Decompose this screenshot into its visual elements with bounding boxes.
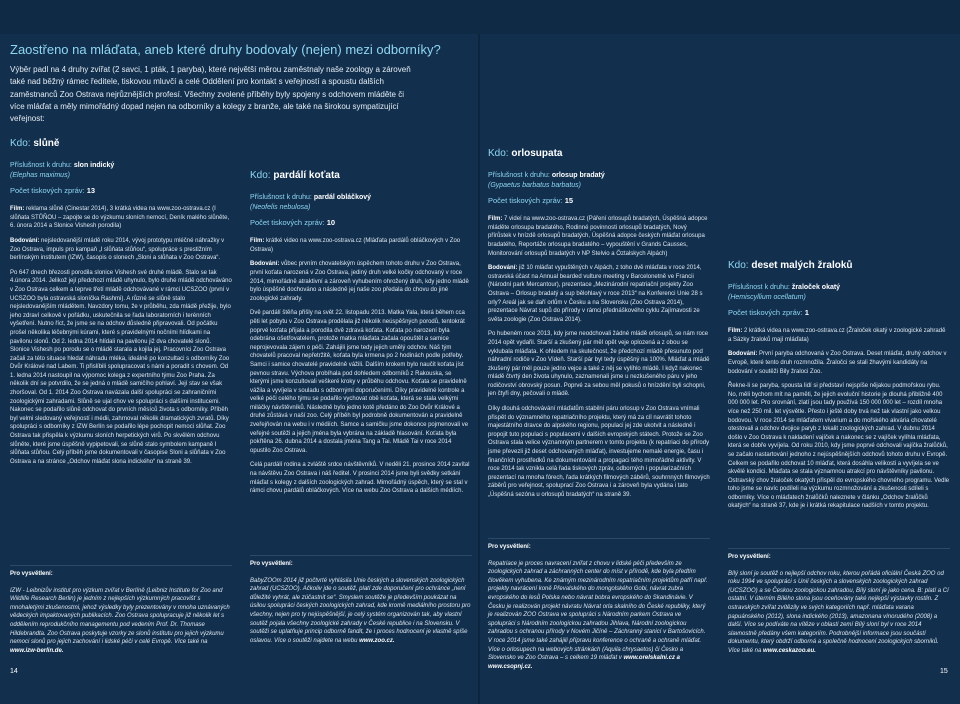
note-heading: Pro vysvětlení:: [728, 554, 771, 560]
story-paragraph: Díky dlouhá odchovávání mláďatům stabilní páru orlosup v Zoo Ostrava vnímali přispět do významného repatriačního projektu, který má za cíl navrátit tohoto majestátního dravce do alpského regionu, populaci jej zde ukotvit a následně i propojit tuto populaci s populacemi v dalších evropských státech. Protože se Zoo Ostrava stala velice významným partnerem v tomto projektu (k repatriaci do přírody jsme převezli již deset odchovaných mláďat), investujeme nemalé energie, času i finančních prostředků na dokumentování a propagaci tého mimořádné aktivity. V roce 2014 tak vznikla celá řada tiskových zpráv, odborných i popularizačních prezentací na mnoha fórech, řada krátkých filmových záběrů, souhrnných filmových záběrů pro veřejnost, spoluprací Zoo Ostrava i a zároveň byla vydána i tato „Úspěšná sezóna u orlosupů bradatých“ na straně 39.: [488, 406, 710, 498]
species-heading: Kdo: slůně: [10, 138, 60, 149]
note-clouded-leopard: [250, 560, 472, 651]
note-heading: Pro vysvětlení:: [488, 544, 531, 550]
story-paragraph: Po hubeném roce 2013, kdy jsme neodchovali žádné mládě orlosupů, se nám roce 2014 opět vydařil. Starší a zkušený pár měl opět veje oplozená a z obou se vyklubala mláďata. K ohledem na skutečnost, že předchozí mládě přesunuto pod náhradní rodiče v Zoo Vídeň. Starší pár byl tedy úspěšný na 100%. Mláďat a mládě zkušený pár měl pouze jedno vejce a také z něj se vylíhlo mládě. I když nakonec mládě čtvrtý den života uhynulo, zaznamenali jsme u nezkušeného páru v jeho rodičovství obrovský posun. Poprvé za sebou měl pokusů o hnízdění byli schopni, jen čtyři dny, pečovali o mládě.: [488, 331, 710, 398]
scoring-info: Bodování: První paryba odchovaná v Zoo Ostrava. Deset mláďat, druhý odchov v Evropě, které tento druh rozmnožila. Žraločci se stali žhavými kandidáty na bodování v soutěži Bily žraloci Zoo.: [728, 351, 947, 375]
note-text: Repatriace je proces navracení zvířat z chovu v lidské péči především ze zoologických zahrad a záchranných center do míst v přírodě, kde byla předtím člověkem vyhubena. Ke známým mezinárodním repatriačním projektům patří např. projekty navrácení koně Převalského do mongolského Gobi, návrat zubra evropského do lesů Polska nebo návrat bobra evropského do Skandinávie. V Česku je realizován projekt návratu Návrat orla skalního do České republiky, který je realizován ZOO Ostrava ve spolupráci s Národním parkem Ostrava ve spolupráci s Národním zoologickou zahradou Jihlava, Národní zoologickou zahradou s ochranou přírody v Novém Jičíně – Záchranný stanicí v Bartošovicích. V roce 2014 jsme také zahájili přípravu konference o ochraně a ochraně mláďat. Více o orlosupech na webových stránkách (Aquila chrysaetos) či Česko a Slovensko ve Zoo Ostrava – s celkem 19 mláďat v www.orelskalni.cz a www.csopnj.cz.: [488, 560, 708, 670]
press-release-count: Počet tiskových zpráv: 13: [10, 185, 96, 195]
film-info: Film: 7 videí na www.zoo-ostrava.cz (Páření orlosupů bradatých, Úspěšná adopce mláděte orlosupa bradatého, Rodinné povinnosti orlosupů bradatých, Nový přírůstek v hnízdě orlosupů bradatých, Úspěšná adopce českých mláďat orlosupa bradatého, Reportáže orlosupa bradatého – vypouštění v Grands Causses, Monitorování orlosupů bradatých v NP Stelvio a Öztalskych Alpách): [488, 216, 708, 257]
species-heading: Kdo: deset malých žraloků: [728, 260, 853, 271]
divider: [488, 538, 710, 539]
species-heading: Kdo: pardálí koťata: [250, 170, 340, 181]
film-info: Film: krátké video na www.zoo-ostrava.cz (Mláďata pardálů obláčkových v Zoo Ostrava): [250, 238, 461, 253]
top-band: [0, 0, 960, 34]
column-elephant: [10, 140, 232, 472]
film-info: Film: reklama slůně (Cinestar 2014), 3 krátká videa na www.zoo-ostrava.cz (I slůňata STŮŇOU – zapojte se do výzkumu sloních nemocí, Deník malého slůněte, 6. února 2014 a Slonice Vishesh porodila): [10, 206, 230, 230]
note-elephant: [10, 570, 232, 661]
scoring-info: Bodování: již 10 mláďat vypuštěných v Alpách, z toho dvě mláďata v roce 2014, ostravská účast na Annual bearded vulture meeting v Barcelonetně ve Francii (Národní park Mercantour), prezentace „Mezinárodní repatriační projekty Zoo Ostrava – Orlosup bradatý a sup bělohlavý v roce 2013“ na Konferenci Unie 28 s orly? Areál jak se daří orlům v Česku a na Slovensku (Zoo Ostrava 2014), prezentace Návrat supů do přírody v rámci přednáškového cyklu Zajímavosti ze světa zoologie (Zoo Ostrava 2014).: [488, 265, 703, 323]
story-paragraph: Řekne-li se paryba, spousta lidí si představí nejspíše nějakou podmořskou rybu. No, měli bychom mít na paměti, že jejich evoluční historie je dlouhá přibližně 400 000 000 let. Pro srovnání, zlatí jsou tady používá 150 000 000 let – rozdíl mnoha více než 250 mil. let výsvětle. Přesto i ještě doby trvá než tak vlastní jako velkou bodovou. V roce 2014 se mláďatem vivarium a do mořského akvária chovatelé otestovali a odchov dvojice paryb z lokalit zoologických zahrad. V dubnu 2014 došlo v Zoo Ostrava k nakladení vajíček a nakonec se z vajíček vylíhla mláďata, která se dobře vyvíjela. Od roku 2010, kdy jsme poprvé odchovali vajíčka žralůčků, se začalo nastartování jednoho z nejúspěšnějších odchovů tohoto druhu v Evropě. Celkem se podařilo odchovat 10 mláďat, která dosáhla velikosti a vyvíjela se ve skvělé kondici. Mláďata se stala významnou atrakcí pro návštěvníky pavilonu. Ostravský chov žraloček okatých přispěl do evropského chovného programu. Vedle toho jsme se navíc podíleli na výzkumu rozmnožování a zkušenosti sdíleli s odborníky. Více o mláďatech žralůčků naleznete v článku „Odchov žralůčků okatých“ na straně 37, kde je i krátká rekapitulace nadších v tomto projektu.: [728, 383, 950, 510]
note-epaulette-shark: [728, 553, 950, 662]
film-info: Film: 2 krátká videa na www.zoo-ostrava.cz (Žraloček okatý v zoologické zahradě a Sázky žraloků mají mláďata): [728, 328, 946, 343]
species-membership: Příslušnost k druhu: žraloček okatý (Hemiscyllium ocellatum): [728, 283, 841, 301]
story-paragraph: Celá pardálí rodina a zvláště srdce návštěvníků. V neděli 21. prosince 2014 zavítal na návštěvu Zoo Ostrava i náš ředitel. V prosinci 2014 jsme byli svědky setkání mláďat s kolegy z dalších zoologických zahrad. Mimořádný úspěch, který se stal v rámci chovu pardálů obláčkových. Více na webu Zoo Ostrava a dalších médiích.: [250, 462, 470, 495]
note-link: www.ceskazoo.eu.: [763, 647, 816, 654]
column-epaulette-shark: [728, 262, 950, 517]
divider: [728, 548, 950, 549]
column-bearded-vulture: [488, 150, 710, 506]
divider: [10, 565, 232, 566]
page-number-right: 15: [940, 668, 948, 675]
scoring-info: Bodování: nejsledovanější mládě roku 2014, vývoj prototypu mléčné náhražky v Zoo Ostrava, impuls pro kampaň „I slůňata stůňou“, spolupráce s prestižním berlínským institutem (IZW), časopis o slonech „Sloni a slůňata v Zoo Ostrava“.: [10, 237, 225, 262]
note-heading: Pro vysvětlení:: [10, 571, 53, 577]
story-paragraph: Po 647 dnech březosti porodila slonice Vishesh své druhé mládě. Stalo se tak 4.února 2014. Jelikož její předchozí mládě uhynulo, bylo druhé mládě odchováváno v Zoo Ostrava celkem a teprve třetí mládě odchovávané v rámci UCSZOO (první v UCSZOO byla ostravská sloníčka Rashmi). A různé se slůně stalo nejsledovanějším mládětem. Navzdory tomu, že v průběhu, zda mládě přežije, bylo jeho zdraví celkově v pořádku, uskutečnila se řada laboratorních i terénních vyšetření. Nutno říct, že jsme se na odchov důsledně připravovali. Od počátku prošel několika léčebnými kúrami, které s pravidelnými nočními hlídkami na pavilonu slonů. Od 2. ledna 2014 hlídali na pavilonu již dva chovatelé slonů. Slonice Vishesh po porodu se o mládě starala a kojila jej. Pracovníci Zoo Ostrava začali za této situace hledat náhradu mléka, ideálně po konzultaci s odborníky Zoo Dvůr Králové nad Labem. Ti přislíbili spolupracovat s námi a poradit s chovem. Od 1. ledna 2014 nastoupil na výpomoc kolega z expertního týmu Zoo Praha. Za několik dní se potvrdilo, že se jedná o mládě samičího pohlaví. Její stav se však zhoršoval. Od 1. 2014 Zoo Ostrava navázala další spolupráci se zahraničními zoologickými zahradami. Slůně se ujal chov ve spolupráci s dalšími institucemi. Nakonec se podařilo slůně odchovat do prvních měsíců života s odborníky. Příběh byl velmi sledovaný veřejností i médii, zahrnoval několik dramatických zvratů. Díky spolupráci s odborníky z IZW Berlín se podařilo lépe pochopit nemoci slůňat. Zoo Ostrava tak přispěla k výzkumu sloních herpetických virů. Po skvělém odchovu slůněte, které jsme úspěšně vypipetovali, se slůně stalo symbolem kampaně I slůňata stůňou. Celý příběh jsme dokumentovali v časopise Sloni a slůňata v Zoo Ostrava a na stránce „Odchov mláďat slona indického“ na straně 39.: [10, 269, 232, 465]
press-release-count: Počet tiskových zpráv: 15: [488, 195, 574, 205]
scoring-info: Bodování: vůbec prvním chovatelským úspěchem tohoto druhu v Zoo Ostrava, první koťata narozená v Zoo Ostrava, jediný druh velké kočky odchovaný v roce 2014, mimořádně atraktivní a zároveň vyhubením ohrožený druh, kdy jedno mládě bylo úspěšně dochováno a následně jej naše zoo předala do chovu do jiné zoologické zahrady.: [250, 261, 469, 302]
page-number-left: 14: [10, 668, 18, 675]
species-heading: Kdo: orlosupata: [488, 148, 563, 159]
note-text: Bílý sloní je soutěž o nejlepší odchov roku, kterou pořádá oficiální Česká ZOO od roku 1994 ve spolupráci s Unií českých a slovenských zoologických zahrad (UCSZOO) a se Českou zoologickou zahradou, Bílý sloní je jako cena. B: platí a Cí ostatní. V úterním Bílého slona jsou oceňovány také nejlepší výstavky rostlin. Z ostravských zvířat zvítězily ve svých kategoriích např. mláďata varana papuánského (2012), slona indického (2013), amazonana vínorudého (2008) a další. Více se podíváte na vítěze v oblasti zemí Bílý sloní byl v roce 2014 slavnostně předány všem kategoriím. Podrobnější informace jsou součástí dokumentu, který obdrží odborná a společně hodnocení zoologických sborníků. Více také na www.ceskazoo.eu.: [728, 570, 949, 654]
species-membership: Příslušnost k druhu: orlosup bradatý (Gypaetus barbatus barbatus): [488, 171, 605, 189]
intro-paragraph: Výběr padl na 4 druhy zvířat (2 savci, 1 pták, 1 paryba), které největší měrou zaměstnaly naše zoology a zároveň také nad běžný rámec ředitele, tiskovou mluvčí a celé Oddělení pro kontakt s veřejností a spoustu dalších zaměstnanců Zoo Ostrava nejrůznějších profesí. Všechny zvolené příběhy byly spojeny s odchovem mláděte či více mláďat a měly mimořádný dopad nejen na odborníky a kolegy z branže, ale také na širokou sympatizující veřejnost:: [10, 65, 411, 124]
divider: [250, 555, 472, 556]
page-heading: Zaostřeno na mláďata, aneb které druhy bodovaly (nejen) mezi odborníky?: [10, 42, 441, 57]
note-heading: Pro vysvětlení:: [250, 561, 293, 567]
column-clouded-leopard: [250, 172, 472, 502]
note-link: www.zoo.cz.: [359, 637, 395, 644]
species-membership: Příslušnost k druhu: pardál obláčkový (Neofelis nebulosa): [250, 193, 372, 211]
note-link: www.orelskalni.cz a www.csopnj.cz.: [488, 655, 680, 670]
press-release-count: Počet tiskových zpráv: 1: [728, 307, 809, 317]
note-text: BabyZOOm 2014 již počtvrté vyhlásila Unie českých a slovenských zoologických zahrad (UCSZOO). Ačkoliv jde o soutěž, platí zde doporučení pro ochránce „není důležité vyhrát, ale zúčastnit se“. Smyslem soutěže je především poukázat na úsilou spolupráci českých zoologických zahrad, kde kromě mediálního prostoru pro všechny, nejen pro ty nejúspěšnější, je celý systém organizován tak, aby vlastní soutěž pojala všechny zoologické zahrady v České republice i na Slovensku. V soutěži se uplatňuje princip odborně fandit, že i proces hodnocení je vlastně spíše oslavou. Více o soutěži najdete na webu www.zoo.cz.: [250, 577, 471, 644]
species-membership: Příslušnost k druhu: slon indický (Elephas maximus): [10, 161, 115, 179]
page-gutter: [478, 34, 480, 704]
note-bearded-vulture: [488, 543, 710, 677]
story-paragraph: Dvě pardálí štěňa přišly na svět 22. listopadu 2013. Matka Yala, která během cca pěti let pobytu v Zoo Ostrava prodělala již několik neúspěšných porodů, tentokrát poprvé koťata přijala a porodila dvě zdravá koťata. Koťata po narození byla odebrána ošetřovatelem, protože matka mláďata začala opouštět a samice neprojevovala zájem o péči. Zahájili jsme tedy jejich umělý odchov. Náš tým chovatelů pracoval nepřetržitě, koťata byla krmena po 2 hodinách podle potřeby. Samci i samice chovatelé pravidelně vážili. Dalším krokem bylo naučit koťata jíst pevnou stravu. Výchova probíhala pod dohledem odborníků z Rakouska, se kterými jsme konzultovali veškeré kroky v průběhu odchovu. Koťata se pravidelně vážila a vyvíjela v souladu s odbornými doporučeními. Díky pravidelné kontrole a velké péči celého týmu se podařilo vychovat obě koťata, která se stala velkými miláčky návštěvníků. Následně bylo jedno kotě předáno do Zoo Dvůr Králové a druhé zůstává v naší zoo. Celý příběh byl podrobně dokumentován a pravidelně zveřejňován na webu i v médiích. Samce a samičku jsme dokonce pojmenovali ve veřejné soutěži a jejich jména byla vybrána na základě hlasování. Koťata byla pokřtěna 26. dubna 2014 a dostala jména Tang a Tai. Mládě Tai v roce 2014 opustilo Zoo Ostrava.: [250, 310, 469, 454]
note-link: www.izw-berlin.de.: [10, 647, 64, 654]
note-text: IZW - Leibnizův institut pro výzkum zvířat v Berlíně (Leibniz Institute for Zoo and Wildlife Research Berlin) je jedním z nejlepších výzkumných pracovišť s mnohaletými zkušenostmi, jehož výsledky byly prezentovány v mnoha uznávaných vědeckých impaktovaných publikacích. Zoo Ostrava spolupracuje již několik let s oddělením reprodukčního managementu pod vedením Prof. Dr. Thomase Hildebrandta. Zoo Ostrava poskytuje vzorky ze slonů institutu pro jejich výzkumu nemoci slonů pro jejich zachování i lidské péči v celé Evropě. Více také na www.izw-berlin.de.: [10, 587, 230, 654]
press-release-count: Počet tiskových zpráv: 10: [250, 217, 336, 227]
